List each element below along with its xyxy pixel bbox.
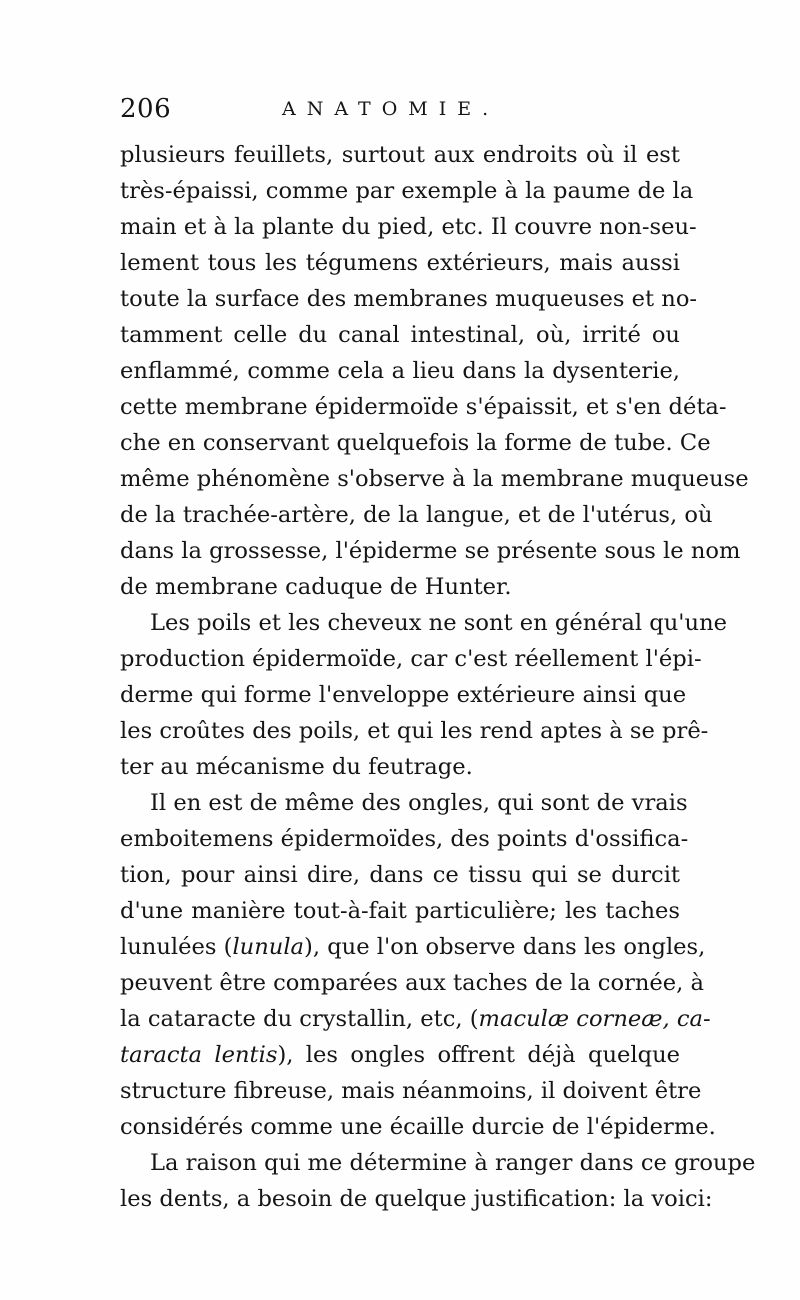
- text-line: plusieurs feuillets, surtout aux endroits où il est: [120, 142, 680, 168]
- text-line: tion, pour ainsi dire, dans ce tissu qui se durcit: [120, 862, 680, 888]
- italic-term: taracta lentis: [120, 1042, 278, 1068]
- text-segment: lunulées (: [120, 934, 233, 960]
- text-line: cette membrane épidermoïde s'épaissit, et s'en déta-: [120, 394, 727, 420]
- text-segment: la cataracte du crystallin, etc, (: [120, 1006, 479, 1032]
- text-line: emboitemens épidermoïdes, des points d'ossifica-: [120, 826, 689, 852]
- text-line: tamment celle du canal intestinal, où, irrité ou: [120, 322, 680, 348]
- text-line: d'une manière tout-à-fait particulière; les taches: [120, 898, 680, 924]
- page-header: [120, 92, 680, 126]
- body-text: [120, 137, 756, 1217]
- text-line: les croûtes des poils, et qui les rend aptes à se prê-: [120, 718, 709, 744]
- text-segment: ), que l'on observe dans les ongles,: [304, 934, 706, 960]
- text-line: [120, 1001, 711, 1037]
- text-line: les dents, a besoin de quelque justification: la voici:: [120, 1186, 713, 1212]
- text-line: derme qui forme l'enveloppe extérieure ainsi que: [120, 682, 687, 708]
- text-line: [120, 929, 706, 965]
- text-line: très-épaissi, comme par exemple à la paume de la: [120, 178, 694, 204]
- text-line: La raison qui me détermine à ranger dans ce groupe: [150, 1150, 756, 1176]
- text-line: enflammé, comme cela a lieu dans la dysenterie,: [120, 358, 680, 384]
- text-line: che en conservant quelquefois la forme de tube. Ce: [120, 430, 711, 456]
- text-line: ter au mécanisme du feutrage.: [120, 754, 473, 780]
- text-line: dans la grossesse, l'épiderme se présente sous le nom: [120, 538, 741, 564]
- italic-term: maculæ corneæ, ca-: [478, 1006, 711, 1032]
- text-line: Les poils et les cheveux ne sont en général qu'une: [150, 610, 727, 636]
- text-line: [120, 1037, 680, 1073]
- text-line: lement tous les tégumens extérieurs, mais aussi: [120, 250, 680, 276]
- text-line: Il en est de même des ongles, qui sont de vrais: [150, 790, 688, 816]
- text-line: considérés comme une écaille durcie de l'épiderme.: [120, 1114, 716, 1140]
- text-line: toute la surface des membranes muqueuses et no-: [120, 286, 698, 312]
- text-line: même phénomène s'observe à la membrane muqueuse: [120, 466, 749, 492]
- text-line: de la trachée-artère, de la langue, et de l'utérus, où: [120, 502, 713, 528]
- running-head: ANATOMIE.: [282, 98, 500, 120]
- page-number: 206: [120, 94, 172, 124]
- text-line: peuvent être comparées aux taches de la cornée, à: [120, 970, 704, 996]
- text-segment: ), les ongles offrent déjà quelque: [277, 1042, 680, 1068]
- text-line: structure fibreuse, mais néanmoins, il doivent être: [120, 1078, 702, 1104]
- text-line: production épidermoïde, car c'est réellement l'épi-: [120, 646, 702, 672]
- italic-term: lunula: [232, 934, 305, 960]
- text-line: main et à la plante du pied, etc. Il couvre non-seu-: [120, 214, 697, 240]
- text-line: de membrane caduque de Hunter.: [120, 574, 512, 600]
